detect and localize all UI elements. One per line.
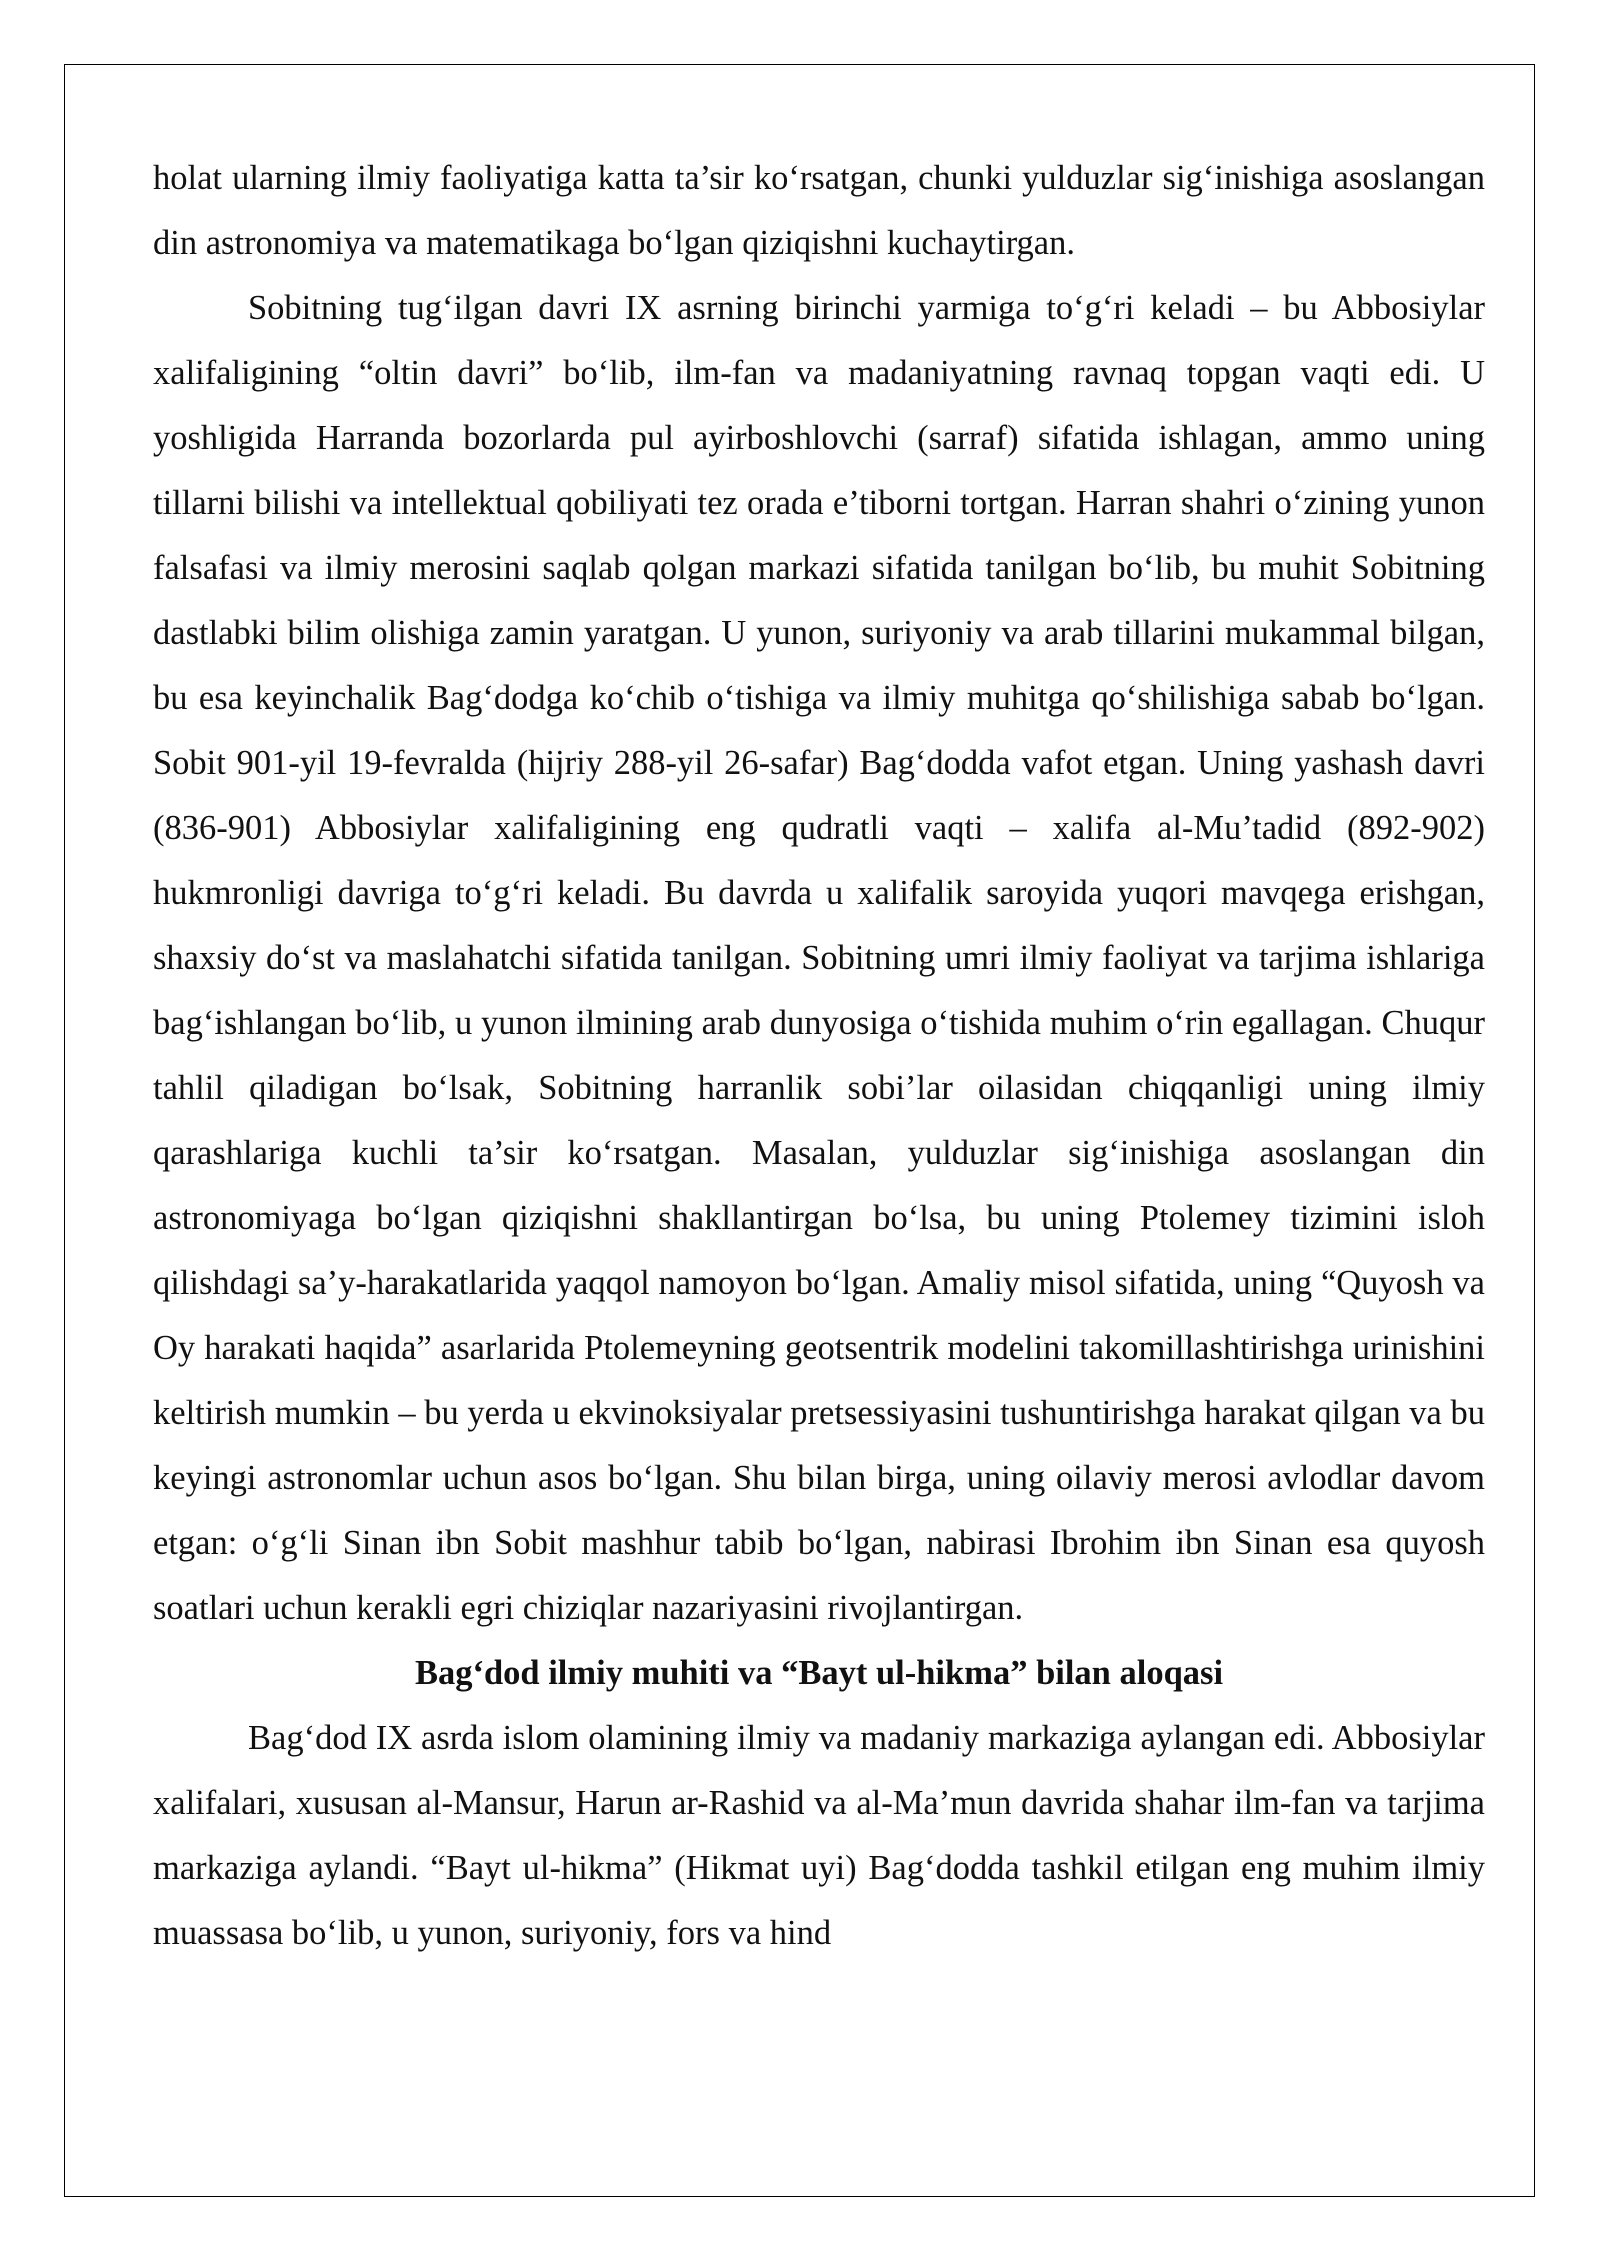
section-heading: Bag‘dod ilmiy muhiti va “Bayt ul-hikma” bilan aloqasi [414, 1654, 1224, 1692]
document-body [153, 146, 1485, 1966]
paragraph-baghdad: Bag‘dod IX asrda islom olamining ilmiy va madaniy markaziga aylangan edi. Abbosiylar xalifalari, xususan al-Mansur, Harun ar-Rashid va al-Ma’mun davrida shahar ilm-fan va tarjima markaziga aylandi. “Bayt ul-hikma” (Hikmat uyi) Bag‘dodda tashkil etilgan eng muhim ilmiy muassasa bo‘lib, u yunon, suriyoniy, fors va hind [153, 1719, 1485, 1952]
paragraph-continuation: holat ularning ilmiy faoliyatiga katta ta’sir ko‘rsatgan, chunki yulduzlar sig‘inishiga asoslangan din astronomiya va matematikaga bo‘lgan qiziqishni kuchaytirgan. [153, 159, 1485, 262]
paragraph-sobit-biography: Sobitning tug‘ilgan davri IX asrning birinchi yarmiga to‘g‘ri keladi – bu Abbosiylar xalifaligining “oltin davri” bo‘lib, ilm-fan va madaniyatning ravnaq topgan vaqti edi. U yoshligida Harranda bozorlarda pul ayirboshlovchi (sarraf) sifatida ishlagan, ammo uning tillarni bilishi va intellektual qobiliyati tez orada e’tiborni tortgan. Harran shahri o‘zining yunon falsafasi va ilmiy merosini saqlab qolgan markazi sifatida tanilgan bo‘lib, bu muhit Sobitning dastlabki bilim olishiga zamin yaratgan. U yunon, suriyoniy va arab tillarini mukammal bilgan, bu esa keyinchalik Bag‘dodga ko‘chib o‘tishiga va ilmiy muhitga qo‘shilishiga sabab bo‘lgan. Sobit 901-yil 19-fevralda (hijriy 288-yil 26-safar) Bag‘dodda vafot etgan. Uning yashash davri (836-901) Abbosiylar xalifaligining eng qudratli vaqti – xalifa al-Mu’tadid (892-902) hukmronligi davriga to‘g‘ri keladi. Bu davrda u xalifalik saroyida yuqori mavqega erishgan, shaxsiy do‘st va maslahatchi sifatida tanilgan. Sobitning umri ilmiy faoliyat va tarjima ishlariga bag‘ishlangan bo‘lib, u yunon ilmining arab dunyosiga o‘tishida muhim o‘rin egallagan. Chuqur tahlil qiladigan bo‘lsak, Sobitning harranlik sobi’lar oilasidan chiqqanligi uning ilmiy qarashlariga kuchli ta’sir ko‘rsatgan. Masalan, yulduzlar sig‘inishiga asoslangan din astronomiyaga bo‘lgan qiziqishni shakllantirgan bo‘lsa, bu uning Ptolemey tizimini isloh qilishdagi sa’y-harakatlarida yaqqol namoyon bo‘lgan. Amaliy misol sifatida, uning “Quyosh va Oy harakati haqida” asarlarida Ptolemeyning geotsentrik modelini takomillashtirishga urinishini keltirish mumkin – bu yerda u ekvinoksiyalar pretsessiyasini tushuntirishga harakat qilgan va bu keyingi astronomlar uchun asos bo‘lgan. Shu bilan birga, uning oilaviy merosi avlodlar davom etgan: o‘g‘li Sinan ibn Sobit mashhur tabib bo‘lgan, nabirasi Ibrohim ibn Sinan esa quyosh soatlari uchun kerakli egri chiziqlar nazariyasini rivojlantirgan. [153, 289, 1485, 1627]
